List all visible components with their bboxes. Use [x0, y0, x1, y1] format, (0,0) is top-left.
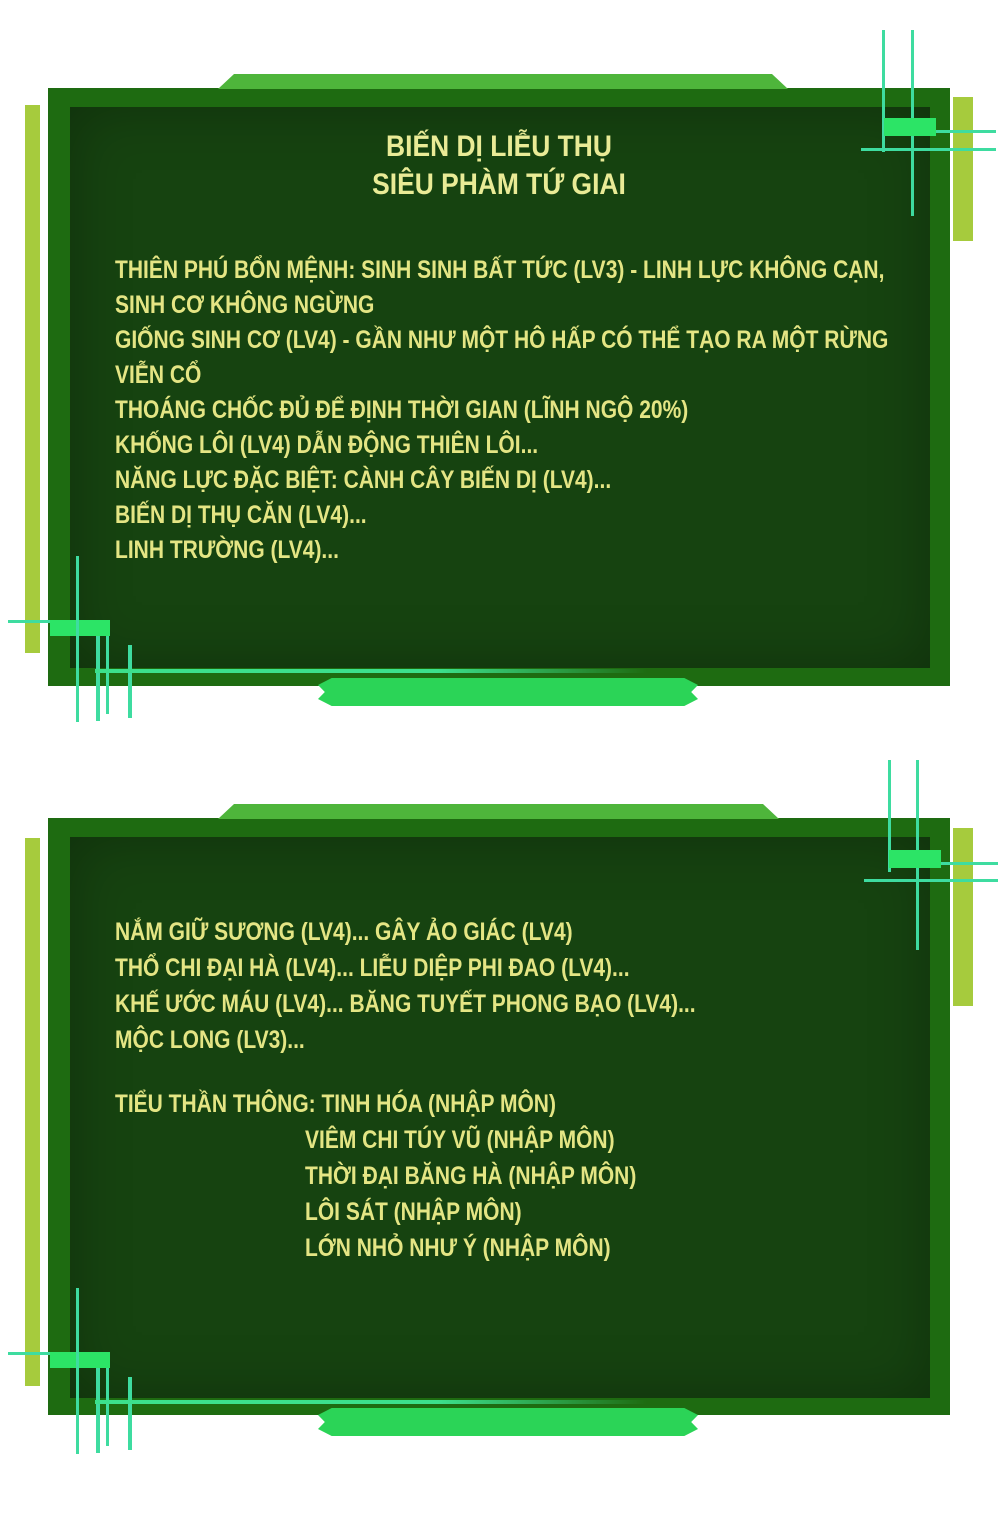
- panel2-crosshair-vline-icon: [76, 1288, 79, 1454]
- skill-line: KHỐNG LÔI (LV4) DẪN ĐỘNG THIÊN LÔI...: [115, 431, 539, 459]
- panel2-crosshair-vline-icon: [106, 1368, 109, 1446]
- skill-line: NẮM GIỮ SƯƠNG (LV4)... GÂY ẢO GIÁC (LV4): [115, 918, 573, 946]
- minor-power-line: VIÊM CHI TÚY VŨ (NHẬP MÔN): [305, 1126, 615, 1154]
- panel1-left-lime-bar: [25, 105, 40, 653]
- panel1-crosshair-hline-icon: [8, 620, 50, 623]
- panel2-left-lime-bar: [25, 838, 40, 1386]
- skill-line: NĂNG LỰC ĐẶC BIỆT: CÀNH CÂY BIẾN DỊ (LV4)...: [115, 466, 612, 494]
- skill-line: THỔ CHI ĐẠI HÀ (LV4)... LIỄU DIỆP PHI ĐAO (LV4)...: [115, 954, 630, 982]
- panel1-title-line2: SIÊU PHÀM TỨ GIAI: [372, 168, 626, 201]
- panel2-crosshair-vline-icon: [96, 1368, 100, 1453]
- panel1-skill-list: [115, 253, 1000, 568]
- panel1-crosshair-vline-icon: [128, 645, 132, 718]
- skill-line: THOÁNG CHỐC ĐỦ ĐỂ ĐỊNH THỜI GIAN (LĨNH NGỘ 20%): [115, 396, 689, 424]
- panel2-skill-list: [115, 914, 806, 1058]
- panel1-bottom-bar: [318, 678, 698, 706]
- skill-line: BIẾN DỊ THỤ CĂN (LV4)...: [115, 501, 367, 529]
- minor-power-line: LỚN NHỎ NHƯ Ý (NHẬP MÔN): [305, 1234, 611, 1262]
- panel2-left-accent-rect: [50, 1352, 110, 1368]
- panel1-title: [48, 128, 950, 204]
- skill-line: MỘC LONG (LV3)...: [115, 1026, 305, 1054]
- skill-line: GIỐNG SINH CƠ (LV4) - GẦN NHƯ MỘT HÔ HẤP CÓ THỂ TẠO RA MỘT RỪNG: [115, 326, 889, 354]
- panel1-crosshair-vline-icon: [106, 636, 109, 714]
- panel2-bottom-bar: [318, 1408, 698, 1436]
- skill-line: THIÊN PHÚ BỔN MỆNH: SINH SINH BẤT TỨC (LV3) - LINH LỰC KHÔNG CẠN,: [115, 256, 885, 284]
- panel1-inner-glow-line: [95, 669, 647, 673]
- panel2-crosshair-hline-icon: [941, 862, 998, 865]
- minor-power-line: LÔI SÁT (NHẬP MÔN): [305, 1198, 522, 1226]
- panel1-crosshair-vline-icon: [96, 636, 100, 721]
- panel1-left-accent-rect: [50, 620, 110, 636]
- panel1-right-lime-bar: [953, 97, 973, 241]
- panel2-crosshair-hline-icon: [8, 1352, 50, 1355]
- panel2-minor-powers-list: [115, 1086, 699, 1266]
- minor-power-line: TIỂU THẦN THÔNG: TINH HÓA (NHẬP MÔN): [115, 1090, 556, 1118]
- panel2-right-lime-bar: [953, 828, 973, 1006]
- panel2-top-edge-strip: [218, 804, 779, 819]
- panel2-inner-glow-line: [95, 1400, 647, 1404]
- panel2-crosshair-vline-icon: [128, 1377, 132, 1450]
- skill-line: KHẾ ƯỚC MÁU (LV4)... BĂNG TUYẾT PHONG BẠO (LV4)...: [115, 990, 696, 1018]
- minor-power-line: THỜI ĐẠI BĂNG HÀ (NHẬP MÔN): [305, 1162, 637, 1190]
- skill-line: LINH TRƯỜNG (LV4)...: [115, 536, 339, 564]
- panel1-crosshair-vline-icon: [76, 556, 79, 722]
- panel1-top-edge-strip: [218, 74, 788, 89]
- panel2-crosshair-hline-icon: [864, 879, 998, 882]
- skill-line: VIỄN CỔ: [115, 361, 202, 389]
- skill-line: SINH CƠ KHÔNG NGỪNG: [115, 291, 375, 319]
- panel2-right-accent-rect: [889, 850, 941, 868]
- panel1-title-line1: BIẾN DỊ LIỄU THỤ: [386, 130, 612, 163]
